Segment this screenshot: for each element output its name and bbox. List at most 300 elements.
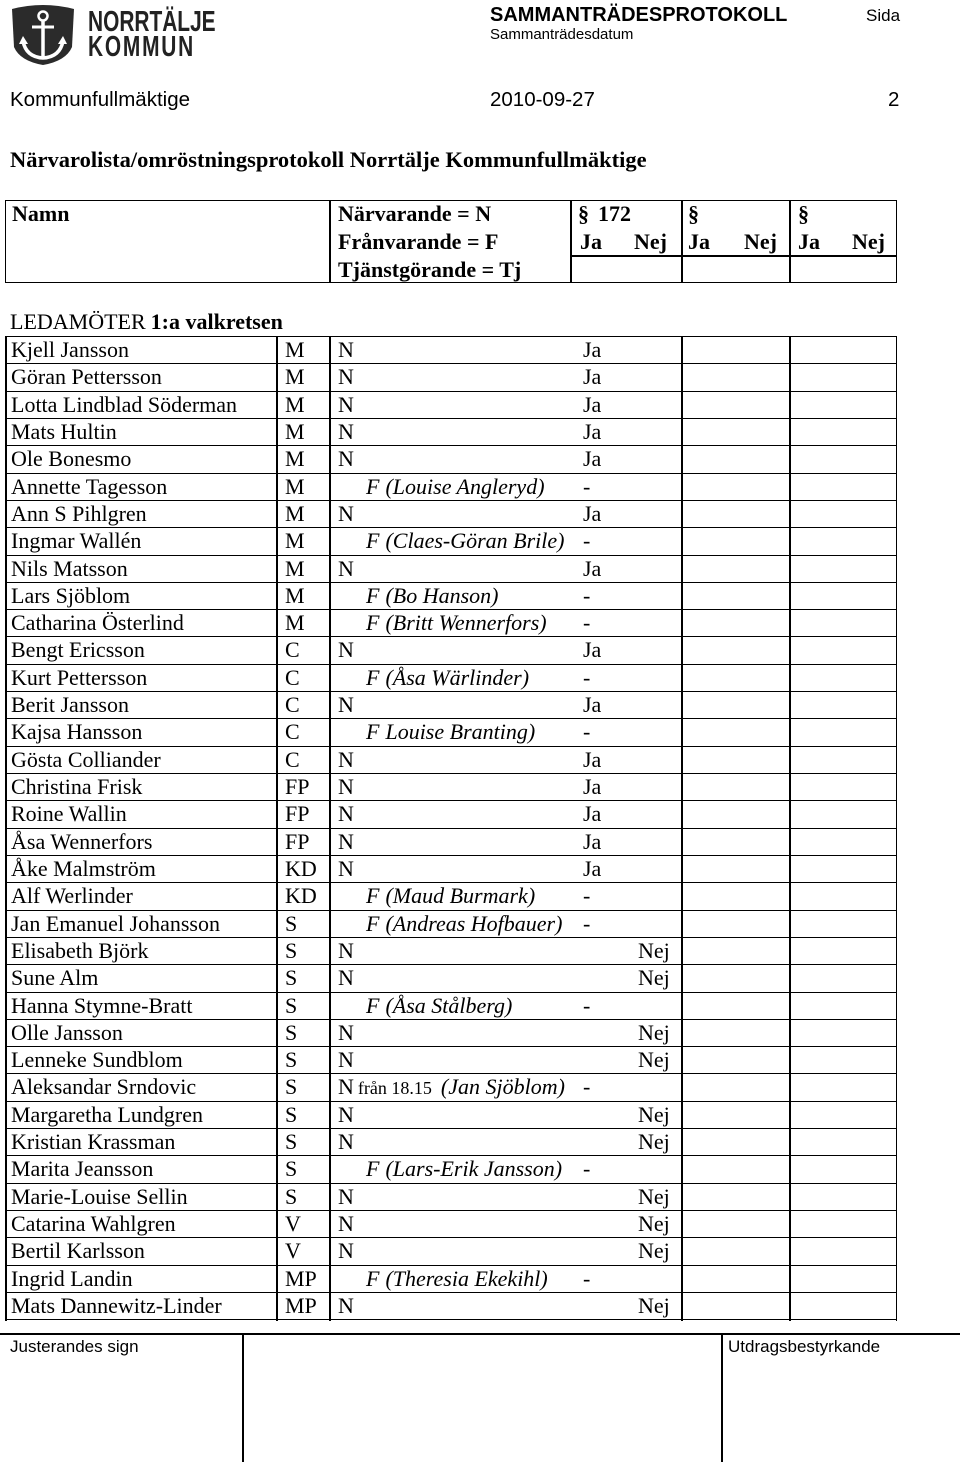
member-party-cell [277,747,330,773]
vote-no-cell [627,1074,682,1100]
member-name-cell [5,774,277,800]
vote-cell-empty [790,1020,897,1046]
member-name-cell [5,665,277,691]
party-code: M [285,500,305,526]
member-name-cell [5,474,277,500]
member-name-cell [5,1156,277,1182]
attendance-status: F [366,664,380,690]
vote-no-cell [627,419,682,445]
attendance-status: N [338,828,354,854]
vote-cell-empty [682,474,790,500]
logo-text-line2: KOMMUN [88,31,196,63]
member-name-cell [5,1047,277,1073]
member-row [5,528,897,555]
vote-yes-cell [571,883,627,909]
vote-cell-empty [682,856,790,882]
vote-no-cell [627,911,682,937]
vote-yes-cell [571,911,627,937]
vote-no-cell [627,556,682,582]
vote-cell-empty [790,1211,897,1237]
attendance-cell [330,1266,571,1292]
attendance-cell [330,419,571,445]
member-name: Catarina Wahlgren [11,1211,176,1236]
member-row [5,1102,897,1129]
member-row [5,1211,897,1238]
member-party-cell [277,1102,330,1128]
vote-no-cell [627,610,682,636]
vote-yes-cell [571,938,627,964]
member-name: Kurt Pettersson [11,664,148,690]
attendance-cell [330,1020,571,1046]
attendance-cell [330,856,571,882]
member-row [5,637,897,664]
member-party-cell [277,637,330,663]
attendance-cell [330,1047,571,1073]
vote-cell-empty [790,801,897,827]
substitute-name: (Lars-Erik Jansson) [385,1156,563,1182]
attendance-status: N [338,391,354,417]
member-party-cell [277,364,330,390]
member-name: Kristian Krassman [11,1129,176,1155]
member-party-cell [277,1238,330,1264]
vote-yes-cell [571,446,627,472]
vote-cell-empty [790,856,897,882]
member-name-cell [5,883,277,909]
vote-yes: - [583,1074,591,1100]
member-row [5,337,897,364]
vote-no-cell [627,337,682,363]
attendance-cell [330,1074,571,1100]
attendance-status: N [338,1238,354,1264]
vote-no: Nej [638,937,670,963]
attendance-cell [330,556,571,582]
vote-cell-empty [682,1074,790,1100]
party-code: S [285,1129,298,1155]
vote-yes-header: Ja [688,229,710,254]
vote-yes-cell [571,829,627,855]
vote-cell-empty [682,938,790,964]
vote-no: Nej [638,1101,670,1127]
party-code: M [285,337,305,362]
member-row [5,801,897,828]
substitute-name: (Maud Burmark) [385,883,536,909]
legend-gridline [789,200,791,283]
party-code: MP [285,1265,317,1291]
member-party-cell [277,883,330,909]
certification-label: Utdragsbestyrkande [728,1337,881,1356]
page-number: 2 [888,88,900,111]
page-label: Sida [866,6,901,25]
member-party-cell [277,938,330,964]
vote-cell-empty [790,665,897,691]
party-code: S [285,965,298,991]
vote-yes: Ja [583,692,602,718]
substitute-name: (Jan Sjöblom) [440,1074,565,1100]
attendance-cell [330,965,571,991]
vote-yes-cell [571,993,627,1019]
vote-cell-empty [682,1102,790,1128]
party-code: FP [285,774,310,799]
member-party-cell [277,1184,330,1210]
vote-cell-empty [790,883,897,909]
member-party-cell [277,1293,330,1319]
vote-cell-empty [682,610,790,636]
member-name-cell [5,637,277,663]
attendance-status: N [338,1292,354,1318]
attendance-status: N [338,746,354,772]
vote-yes-header: Ja [580,229,602,254]
vote-no: Nej [638,1019,670,1045]
party-code: S [285,1019,298,1045]
party-code: C [285,664,300,690]
attendance-cell [330,583,571,609]
vote-yes-cell [571,1293,627,1319]
member-name: Marita Jeansson [11,1156,154,1182]
attendance-status: F [366,883,380,909]
party-code: C [285,746,300,772]
vote-yes: - [583,992,591,1018]
vote-no-header: Nej [744,229,777,254]
member-row [5,1184,897,1211]
vote-yes: Ja [583,801,602,827]
member-party-cell [277,856,330,882]
vote-no-cell [627,1238,682,1264]
member-party-cell [277,1047,330,1073]
member-row [5,719,897,746]
vote-no-cell [627,1020,682,1046]
vote-cell-empty [790,938,897,964]
vote-cell-empty [682,556,790,582]
member-name-cell [5,965,277,991]
attendance-cell [330,774,571,800]
vote-yes-cell [571,528,627,554]
attendance-status: N [338,937,354,963]
vote-no-cell [627,474,682,500]
legend-gridline [329,200,331,283]
party-code: S [285,1101,298,1127]
table-gridline [329,336,331,1321]
member-name: Mats Dannewitz-Linder [11,1292,222,1318]
member-name: Göran Pettersson [11,364,162,390]
attendance-cell [330,501,571,527]
attendance-status: N [338,1211,354,1236]
substitute-name: (Britt Wennerfors) [385,610,547,636]
member-name: Åke Malmström [11,855,156,881]
party-code: S [285,1183,298,1209]
vote-cell-empty [682,1020,790,1046]
table-gridline [896,336,898,1321]
name-column-header: Namn [12,201,70,226]
vote-yes-cell [571,719,627,745]
vote-no-cell [627,1129,682,1155]
vote-yes-cell [571,1020,627,1046]
vote-yes: Ja [583,337,602,362]
legend-present: Närvarande = N [338,201,492,226]
member-party-cell [277,501,330,527]
attendance-cell [330,665,571,691]
vote-cell-empty [790,637,897,663]
vote-cell-empty [682,501,790,527]
vote-cell-empty [790,610,897,636]
member-row [5,1266,897,1293]
attendance-cell [330,364,571,390]
substitute-name: (Åsa Stålberg) [385,992,513,1018]
member-row [5,1238,897,1265]
attendance-status: N [338,692,354,718]
member-row [5,419,897,446]
member-party-cell [277,1020,330,1046]
vote-cell-empty [790,1047,897,1073]
vote-cell-empty [682,419,790,445]
vote-yes: Ja [583,637,602,663]
party-code: C [285,637,300,663]
member-name-cell [5,1129,277,1155]
vote-cell-empty [790,528,897,554]
party-code: V [285,1238,301,1264]
attendance-cell [330,747,571,773]
attendance-cell [330,829,571,855]
vote-no: Nej [638,1047,670,1073]
vote-no-cell [627,1266,682,1292]
member-row [5,1047,897,1074]
attendance-table [5,336,897,1320]
member-name: Hanna Stymne-Bratt [11,992,193,1018]
member-name-cell [5,1074,277,1100]
member-party-cell [277,911,330,937]
attendance-cell [330,1184,571,1210]
vote-cell-empty [682,528,790,554]
vote-no-cell [627,1211,682,1237]
member-name-cell [5,993,277,1019]
vote-cell-empty [790,1238,897,1264]
vote-cell-empty [790,1156,897,1182]
vote-yes: - [583,719,591,745]
attendance-status: N [338,1101,354,1127]
vote-yes-cell [571,856,627,882]
anchor-emblem-icon [8,3,78,67]
attendance-status: F [366,610,380,636]
vote-cell-empty [790,583,897,609]
vote-yes: Ja [583,364,602,390]
member-name-cell [5,719,277,745]
attendance-cell [330,1293,571,1319]
attendance-cell [330,610,571,636]
attendance-cell [330,1238,571,1264]
member-name: Gösta Colliander [11,746,161,772]
member-name-cell [5,610,277,636]
vote-cell-empty [790,556,897,582]
member-party-cell [277,583,330,609]
vote-no-cell [627,1047,682,1073]
vote-no-cell [627,1293,682,1319]
party-code: S [285,1074,298,1100]
vote-cell-empty [682,337,790,363]
member-party-cell [277,419,330,445]
vote-cell-empty [682,911,790,937]
member-name: Mats Hultin [11,418,117,444]
vote-cell-empty [682,829,790,855]
attendance-cell [330,719,571,745]
vote-yes-cell [571,637,627,663]
attendance-status: N [338,1183,354,1209]
attendance-cell [330,938,571,964]
attendance-cell [330,528,571,554]
substitute-name: (Bo Hanson) [385,582,499,608]
member-name: Lars Sjöblom [11,582,131,608]
member-name-cell [5,1184,277,1210]
vote-yes-cell [571,1238,627,1264]
attendance-cell [330,637,571,663]
vote-yes-cell [571,965,627,991]
table-gridline [681,336,683,1321]
vote-cell-empty [790,474,897,500]
vote-yes: - [583,582,591,608]
vote-no-cell [627,965,682,991]
attendance-status: N [338,1047,354,1073]
vote-no-cell [627,1102,682,1128]
vote-cell-empty [682,364,790,390]
vote-cell-empty [682,446,790,472]
member-row [5,1074,897,1101]
attendance-status: F [366,528,380,554]
member-name: Lenneke Sundblom [11,1047,183,1073]
vote-no-cell [627,774,682,800]
vote-cell-empty [682,665,790,691]
vote-cell-empty [682,1129,790,1155]
member-party-cell [277,719,330,745]
vote-yes: - [583,473,591,499]
attendance-cell [330,692,571,718]
attendance-cell [330,474,571,500]
party-code: MP [285,1292,317,1318]
vote-yes-cell [571,474,627,500]
substitute-name: (Theresia Ekekihl) [385,1265,548,1291]
member-name: Åsa Wennerfors [11,828,153,854]
vote-cell-empty [790,337,897,363]
vote-cell-empty [790,911,897,937]
attendance-status: N [338,1074,354,1100]
member-name: Ingrid Landin [11,1265,133,1291]
member-party-cell [277,556,330,582]
member-name-cell [5,747,277,773]
vote-no: Nej [638,965,670,991]
vote-yes-cell [571,1266,627,1292]
member-name: Marie-Louise Sellin [11,1183,188,1209]
paragraph-number: 172 [598,201,631,226]
vote-cell-empty [682,1293,790,1319]
attendance-status: F [366,1265,380,1291]
attendance-cell [330,911,571,937]
vote-cell-empty [790,364,897,390]
member-name: Kjell Jansson [11,337,129,362]
attendance-cell [330,1156,571,1182]
vote-cell-empty [682,1238,790,1264]
footer-divider [0,1333,960,1335]
member-name-cell [5,692,277,718]
document-type: SAMMANTRÄDESPROTOKOLL [490,4,788,26]
legend-gridline [571,255,896,257]
vote-yes-cell [571,1184,627,1210]
member-name-cell [5,801,277,827]
member-row [5,1020,897,1047]
member-party-cell [277,774,330,800]
member-row [5,665,897,692]
section-label [10,309,283,335]
vote-cell-empty [790,774,897,800]
vote-yes: - [583,610,591,636]
vote-no: Nej [638,1129,670,1155]
vote-cell-empty [682,1047,790,1073]
party-code: S [285,1156,298,1182]
member-party-cell [277,1156,330,1182]
vote-yes-cell [571,774,627,800]
vote-cell-empty [790,419,897,445]
vote-no-cell [627,747,682,773]
vote-yes-cell [571,419,627,445]
attendance-status: N [338,801,354,827]
meeting-date: 2010-09-27 [490,88,595,111]
member-name-cell [5,911,277,937]
member-row [5,446,897,473]
member-row [5,583,897,610]
vote-no-cell [627,938,682,964]
attendance-cell [330,446,571,472]
vote-yes: - [583,528,591,554]
vote-no-cell [627,665,682,691]
member-party-cell [277,829,330,855]
member-name-cell [5,938,277,964]
member-party-cell [277,1129,330,1155]
member-name-cell [5,364,277,390]
vote-no-cell [627,692,682,718]
vote-no-cell [627,392,682,418]
attendance-status: F [366,582,380,608]
member-name-cell [5,1020,277,1046]
vote-no: Nej [638,1183,670,1209]
vote-yes-cell [571,583,627,609]
vote-cell-empty [790,692,897,718]
vote-cell-empty [682,1156,790,1182]
party-code: C [285,692,300,718]
member-party-cell [277,993,330,1019]
vote-cell-empty [790,829,897,855]
vote-yes-cell [571,1156,627,1182]
member-name: Catharina Österlind [11,610,184,636]
vote-cell-empty [790,392,897,418]
party-code: M [285,582,305,608]
table-gridline [5,336,7,1321]
vote-yes-cell [571,665,627,691]
vote-yes-cell [571,556,627,582]
vote-yes: - [583,883,591,909]
member-name: Lotta Lindblad Söderman [11,391,238,417]
legend-absent: Frånvarande = F [338,229,499,254]
attendance-status: F [366,473,380,499]
member-party-cell [277,665,330,691]
member-name: Kajsa Hansson [11,719,143,745]
meeting-date-label: Sammanträdesdatum [490,26,634,43]
attendance-cell [330,1129,571,1155]
member-row [5,556,897,583]
vote-no-cell [627,528,682,554]
attendance-status: N [338,500,354,526]
attendance-status: F [366,719,380,745]
member-name: Aleksandar Srndovic [11,1074,197,1100]
substitute-name: (Louise Angleryd) [385,473,545,499]
party-code: M [285,446,305,472]
vote-cell-empty [790,1266,897,1292]
vote-no-cell [627,856,682,882]
